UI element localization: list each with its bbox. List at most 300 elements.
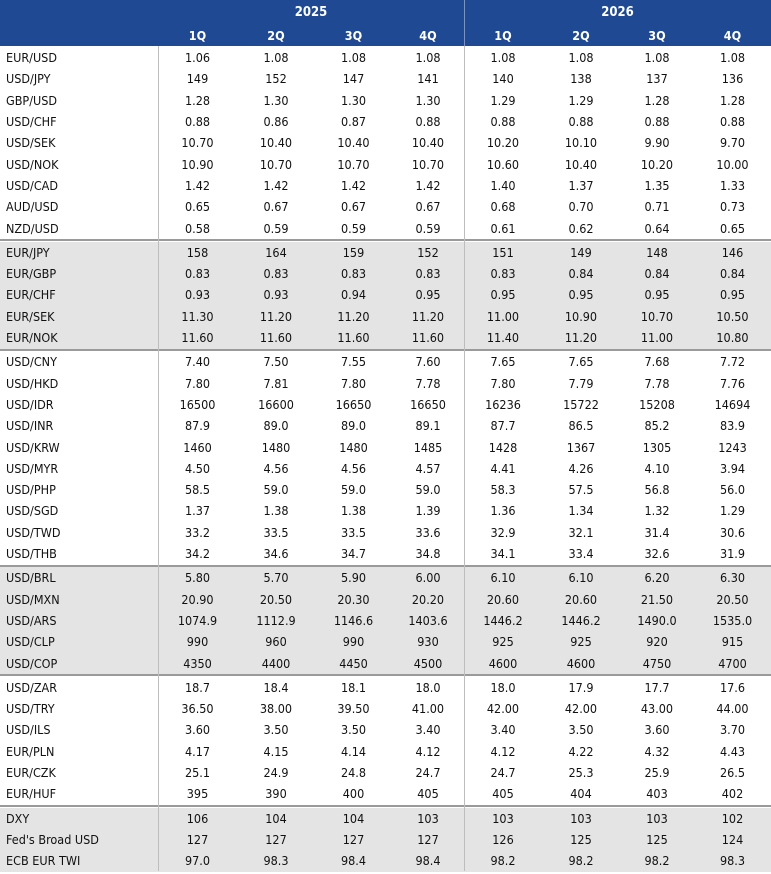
value-cell: 3.70 — [719, 722, 746, 738]
value-cell: 1.36 — [490, 503, 516, 519]
value-cell: 402 — [721, 786, 744, 802]
value-cell: 11.20 — [337, 308, 370, 324]
value-cell: 4.12 — [415, 743, 441, 759]
value-cell: 0.61 — [490, 220, 516, 236]
value-cell: 34.6 — [263, 546, 289, 562]
value-cell: 0.59 — [415, 220, 441, 236]
value-cell: 42.00 — [486, 701, 520, 717]
value-cell: 20.60 — [564, 591, 598, 607]
value-cell: 1.28 — [719, 92, 746, 108]
value-cell: 138 — [570, 71, 592, 87]
value-cell: 7.55 — [340, 354, 367, 370]
value-cell: 56.8 — [644, 482, 670, 498]
value-cell: 58.5 — [184, 482, 211, 498]
value-cell: 10.40 — [259, 135, 293, 151]
value-cell: 38.00 — [259, 701, 293, 717]
row-label: USD/SEK — [6, 135, 56, 151]
value-cell: 10.20 — [486, 135, 520, 151]
value-cell: 0.94 — [340, 287, 367, 303]
value-cell: 0.65 — [719, 220, 746, 236]
value-cell: 86.5 — [568, 418, 594, 434]
value-cell: 0.95 — [719, 287, 746, 303]
value-cell: 98.2 — [568, 853, 594, 869]
value-cell: 0.88 — [415, 114, 441, 130]
value-cell: 24.7 — [490, 765, 516, 781]
value-cell: 10.90 — [564, 308, 598, 324]
value-cell: 106 — [186, 810, 209, 826]
value-cell: 17.9 — [568, 679, 594, 695]
value-cell: 0.68 — [490, 199, 516, 215]
value-cell: 1.42 — [340, 177, 367, 193]
value-cell: 3.94 — [719, 460, 746, 476]
quarter-header-4: 4Q — [392, 24, 464, 46]
value-cell: 137 — [646, 71, 668, 87]
value-cell: 9.70 — [719, 135, 746, 151]
value-cell: 25.3 — [568, 765, 594, 781]
value-cell: 31.4 — [644, 524, 670, 540]
row-label: DXY — [6, 810, 30, 826]
value-cell: 0.88 — [568, 114, 594, 130]
year-divider — [464, 0, 465, 46]
value-cell: 10.40 — [411, 135, 445, 151]
value-cell: 0.73 — [719, 199, 746, 215]
value-cell: 6.10 — [568, 570, 594, 586]
value-cell: 0.95 — [644, 287, 670, 303]
value-cell: 7.65 — [568, 354, 594, 370]
value-cell: 10.70 — [181, 135, 214, 151]
row-label: USD/TWD — [6, 524, 61, 540]
value-cell: 148 — [646, 244, 668, 260]
value-cell: 104 — [342, 810, 365, 826]
value-cell: 1146.6 — [333, 612, 374, 628]
value-cell: 10.10 — [564, 135, 598, 151]
value-cell: 34.8 — [415, 546, 441, 562]
value-cell: 126 — [492, 831, 514, 847]
value-cell: 930 — [417, 634, 439, 650]
value-cell: 0.83 — [340, 266, 367, 282]
value-cell: 164 — [265, 244, 287, 260]
value-cell: 42.00 — [564, 701, 598, 717]
value-cell: 16650 — [410, 396, 446, 412]
value-cell: 158 — [186, 244, 209, 260]
value-cell: 98.3 — [719, 853, 746, 869]
value-cell: 33.2 — [184, 524, 211, 540]
value-cell: 4600 — [566, 655, 596, 671]
value-cell: 1480 — [339, 439, 368, 455]
value-cell: 1.08 — [340, 50, 367, 66]
value-cell: 59.0 — [415, 482, 441, 498]
value-cell: 7.72 — [719, 354, 746, 370]
value-cell: 390 — [265, 786, 287, 802]
value-cell: 103 — [570, 810, 592, 826]
value-cell: 4.41 — [490, 460, 516, 476]
value-cell: 4.26 — [568, 460, 594, 476]
quarter-header-5: 1Q — [464, 24, 542, 46]
row-label: USD/PHP — [6, 482, 56, 498]
value-cell: 5.90 — [340, 570, 367, 586]
value-cell: 1.28 — [644, 92, 670, 108]
value-cell: 16650 — [335, 396, 372, 412]
value-cell: 1.42 — [184, 177, 211, 193]
value-cell: 103 — [417, 810, 439, 826]
value-cell: 149 — [186, 71, 209, 87]
value-cell: 405 — [417, 786, 439, 802]
value-cell: 4.15 — [263, 743, 289, 759]
row-label: USD/ARS — [6, 612, 57, 628]
row-label: USD/NOK — [6, 156, 59, 172]
value-cell: 98.2 — [644, 853, 670, 869]
value-cell: 9.90 — [644, 135, 670, 151]
value-cell: 58.3 — [490, 482, 516, 498]
value-cell: 7.81 — [263, 375, 289, 391]
row-label: EUR/GBP — [6, 266, 57, 282]
value-cell: 7.76 — [719, 375, 746, 391]
value-cell: 103 — [492, 810, 514, 826]
value-cell: 10.60 — [486, 156, 520, 172]
value-cell: 24.8 — [340, 765, 367, 781]
value-cell: 41.00 — [411, 701, 445, 717]
value-cell: 20.50 — [259, 591, 293, 607]
value-cell: 403 — [646, 786, 668, 802]
value-cell: 44.00 — [716, 701, 749, 717]
value-cell: 6.20 — [644, 570, 670, 586]
value-cell: 33.6 — [415, 524, 441, 540]
value-cell: 6.00 — [415, 570, 441, 586]
value-cell: 11.60 — [181, 330, 214, 346]
value-cell: 10.70 — [337, 156, 370, 172]
quarter-header-8: 4Q — [694, 24, 771, 46]
value-cell: 925 — [492, 634, 514, 650]
value-cell: 0.93 — [263, 287, 289, 303]
value-cell: 18.0 — [490, 679, 516, 695]
value-cell: 395 — [186, 786, 209, 802]
row-label: USD/CLP — [6, 634, 55, 650]
row-label: EUR/NOK — [6, 330, 58, 346]
value-cell: 21.50 — [640, 591, 674, 607]
value-cell: 3.50 — [568, 722, 594, 738]
value-cell: 10.40 — [337, 135, 370, 151]
value-cell: 1446.2 — [483, 612, 523, 628]
value-cell: 920 — [646, 634, 668, 650]
value-cell: 1.08 — [568, 50, 594, 66]
value-cell: 20.60 — [486, 591, 520, 607]
value-cell: 1.38 — [263, 503, 289, 519]
value-cell: 33.4 — [568, 546, 594, 562]
row-label: EUR/CZK — [6, 765, 56, 781]
value-cell: 1.30 — [415, 92, 441, 108]
row-label: USD/MXN — [6, 591, 60, 607]
value-cell: 1403.6 — [408, 612, 448, 628]
value-cell: 4750 — [642, 655, 672, 671]
value-cell: 0.65 — [184, 199, 211, 215]
value-cell: 127 — [417, 831, 439, 847]
value-cell: 1.40 — [490, 177, 516, 193]
value-cell: 103 — [646, 810, 668, 826]
value-cell: 0.88 — [644, 114, 670, 130]
value-cell: 1490.0 — [637, 612, 677, 628]
value-cell: 1.33 — [719, 177, 746, 193]
value-cell: 125 — [570, 831, 592, 847]
value-cell: 136 — [721, 71, 744, 87]
value-cell: 1.30 — [340, 92, 367, 108]
value-cell: 1485 — [413, 439, 443, 455]
value-cell: 57.5 — [568, 482, 594, 498]
value-cell: 5.70 — [263, 570, 289, 586]
value-cell: 0.83 — [263, 266, 289, 282]
value-cell: 915 — [721, 634, 744, 650]
value-cell: 20.30 — [337, 591, 370, 607]
value-cell: 0.70 — [568, 199, 594, 215]
value-cell: 7.80 — [184, 375, 211, 391]
value-cell: 11.20 — [259, 308, 293, 324]
row-label: GBP/USD — [6, 92, 58, 108]
value-cell: 32.6 — [644, 546, 670, 562]
value-cell: 4.43 — [719, 743, 746, 759]
value-cell: 59.0 — [263, 482, 289, 498]
value-cell: 1.39 — [415, 503, 441, 519]
value-cell: 24.9 — [263, 765, 289, 781]
value-cell: 7.78 — [644, 375, 670, 391]
value-cell: 25.9 — [644, 765, 670, 781]
value-cell: 15208 — [639, 396, 675, 412]
row-label: USD/JPY — [6, 71, 51, 87]
value-cell: 0.87 — [340, 114, 367, 130]
value-cell: 10.70 — [259, 156, 293, 172]
value-cell: 4450 — [339, 655, 368, 671]
value-cell: 11.00 — [640, 330, 674, 346]
value-cell: 4.12 — [490, 743, 516, 759]
value-cell: 87.7 — [490, 418, 516, 434]
value-cell: 4.50 — [184, 460, 211, 476]
value-cell: 7.65 — [490, 354, 516, 370]
value-cell: 0.93 — [184, 287, 211, 303]
row-label: NZD/USD — [6, 220, 59, 236]
value-cell: 20.20 — [411, 591, 445, 607]
value-cell: 0.67 — [263, 199, 289, 215]
value-cell: 124 — [721, 831, 744, 847]
value-cell: 960 — [265, 634, 287, 650]
value-cell: 0.95 — [568, 287, 594, 303]
row-label: USD/INR — [6, 418, 54, 434]
value-cell: 1.08 — [719, 50, 746, 66]
value-cell: 11.40 — [486, 330, 520, 346]
value-cell: 89.0 — [340, 418, 367, 434]
row-label: USD/BRL — [6, 570, 56, 586]
value-cell: 18.0 — [415, 679, 441, 695]
value-cell: 98.3 — [263, 853, 289, 869]
row-label: USD/CNY — [6, 354, 57, 370]
value-cell: 18.7 — [184, 679, 211, 695]
value-cell: 34.1 — [490, 546, 516, 562]
value-cell: 4400 — [261, 655, 291, 671]
value-cell: 7.68 — [644, 354, 670, 370]
value-cell: 1305 — [642, 439, 672, 455]
value-cell: 990 — [186, 634, 209, 650]
value-cell: 1.08 — [263, 50, 289, 66]
value-cell: 6.10 — [490, 570, 516, 586]
value-cell: 10.70 — [640, 308, 674, 324]
value-cell: 0.84 — [568, 266, 594, 282]
value-cell: 18.1 — [340, 679, 367, 695]
value-cell: 0.88 — [719, 114, 746, 130]
value-cell: 6.30 — [719, 570, 746, 586]
row-label: EUR/JPY — [6, 244, 50, 260]
value-cell: 11.20 — [411, 308, 445, 324]
value-cell: 3.50 — [340, 722, 367, 738]
value-cell: 10.20 — [640, 156, 674, 172]
value-cell: 1.35 — [644, 177, 670, 193]
value-cell: 4.56 — [340, 460, 367, 476]
row-label: USD/KRW — [6, 439, 60, 455]
year-header-2026: 2026 — [464, 0, 771, 24]
value-cell: 7.60 — [415, 354, 441, 370]
value-cell: 149 — [570, 244, 592, 260]
value-cell: 1.34 — [568, 503, 594, 519]
row-label: USD/CHF — [6, 114, 57, 130]
value-cell: 16236 — [485, 396, 521, 412]
value-cell: 0.83 — [490, 266, 516, 282]
value-cell: 1.08 — [490, 50, 516, 66]
value-cell: 7.79 — [568, 375, 594, 391]
value-cell: 98.4 — [415, 853, 441, 869]
value-cell: 102 — [721, 810, 744, 826]
value-cell: 1.42 — [263, 177, 289, 193]
quarter-header-7: 3Q — [620, 24, 694, 46]
value-cell: 4700 — [718, 655, 747, 671]
value-cell: 16600 — [258, 396, 294, 412]
value-cell: 4350 — [183, 655, 212, 671]
value-cell: 17.6 — [719, 679, 746, 695]
value-cell: 0.83 — [415, 266, 441, 282]
row-label: USD/COP — [6, 655, 58, 671]
row-label: USD/MYR — [6, 460, 59, 476]
value-cell: 4.32 — [644, 743, 670, 759]
value-cell: 3.50 — [263, 722, 289, 738]
value-cell: 5.80 — [184, 570, 211, 586]
value-cell: 11.60 — [411, 330, 445, 346]
row-label: AUD/USD — [6, 199, 59, 215]
value-cell: 20.50 — [716, 591, 749, 607]
value-cell: 4.14 — [340, 743, 367, 759]
value-cell: 25.1 — [184, 765, 211, 781]
value-cell: 152 — [417, 244, 439, 260]
value-cell: 1074.9 — [177, 612, 218, 628]
value-cell: 33.5 — [340, 524, 367, 540]
value-cell: 34.2 — [184, 546, 211, 562]
value-cell: 1243 — [718, 439, 747, 455]
value-cell: 98.4 — [340, 853, 367, 869]
value-cell: 1535.0 — [712, 612, 753, 628]
value-cell: 0.88 — [490, 114, 516, 130]
value-cell: 0.95 — [415, 287, 441, 303]
value-cell: 7.78 — [415, 375, 441, 391]
value-cell: 152 — [265, 71, 287, 87]
value-cell: 1.28 — [184, 92, 211, 108]
value-cell: 11.00 — [486, 308, 520, 324]
value-cell: 89.1 — [415, 418, 441, 434]
value-cell: 1428 — [488, 439, 518, 455]
value-cell: 18.4 — [263, 679, 289, 695]
row-label: USD/THB — [6, 546, 57, 562]
value-cell: 59.0 — [340, 482, 367, 498]
value-cell: 1480 — [261, 439, 291, 455]
value-cell: 0.67 — [340, 199, 367, 215]
value-cell: 146 — [721, 244, 744, 260]
row-label: USD/HKD — [6, 375, 59, 391]
row-label: USD/ILS — [6, 722, 51, 738]
value-cell: 4.10 — [644, 460, 670, 476]
value-cell: 56.0 — [719, 482, 746, 498]
value-cell: 1.29 — [719, 503, 746, 519]
value-cell: 1.37 — [568, 177, 594, 193]
value-cell: 405 — [492, 786, 514, 802]
row-label: ECB EUR TWI — [6, 853, 81, 869]
value-cell: 11.60 — [259, 330, 293, 346]
value-cell: 1.38 — [340, 503, 367, 519]
value-cell: 1.37 — [184, 503, 211, 519]
value-cell: 3.60 — [644, 722, 670, 738]
value-cell: 10.40 — [564, 156, 598, 172]
value-cell: 1.42 — [415, 177, 441, 193]
value-cell: 26.5 — [719, 765, 746, 781]
value-cell: 10.50 — [716, 308, 749, 324]
value-cell: 4600 — [488, 655, 518, 671]
value-cell: 7.50 — [263, 354, 289, 370]
row-label: USD/SGD — [6, 503, 59, 519]
value-cell: 24.7 — [415, 765, 441, 781]
value-cell: 3.60 — [184, 722, 211, 738]
value-cell: 1.29 — [490, 92, 516, 108]
value-cell: 0.83 — [184, 266, 211, 282]
value-cell: 87.9 — [184, 418, 211, 434]
value-cell: 1.29 — [568, 92, 594, 108]
value-cell: 11.30 — [181, 308, 214, 324]
value-cell: 127 — [342, 831, 365, 847]
value-cell: 1.08 — [415, 50, 441, 66]
value-cell: 10.00 — [716, 156, 749, 172]
value-cell: 0.84 — [644, 266, 670, 282]
row-label: USD/CAD — [6, 177, 59, 193]
value-cell: 0.88 — [184, 114, 211, 130]
quarter-header-2: 2Q — [237, 24, 315, 46]
row-label: EUR/CHF — [6, 287, 56, 303]
value-cell: 0.64 — [644, 220, 670, 236]
value-cell: 127 — [186, 831, 209, 847]
value-cell: 39.50 — [337, 701, 370, 717]
value-cell: 404 — [570, 786, 592, 802]
value-cell: 4.56 — [263, 460, 289, 476]
value-cell: 0.58 — [184, 220, 211, 236]
value-cell: 990 — [342, 634, 365, 650]
value-cell: 151 — [492, 244, 514, 260]
value-cell: 125 — [646, 831, 668, 847]
value-cell: 10.70 — [411, 156, 445, 172]
value-cell: 0.67 — [415, 199, 441, 215]
value-cell: 7.80 — [490, 375, 516, 391]
value-cell: 14694 — [714, 396, 751, 412]
value-cell: 98.2 — [490, 853, 516, 869]
value-cell: 0.95 — [490, 287, 516, 303]
value-cell: 0.86 — [263, 114, 289, 130]
value-cell: 17.7 — [644, 679, 670, 695]
value-cell: 1.30 — [263, 92, 289, 108]
value-cell: 89.0 — [263, 418, 289, 434]
value-cell: 159 — [342, 244, 365, 260]
value-cell: 32.9 — [490, 524, 516, 540]
value-cell: 141 — [417, 71, 439, 87]
row-label: EUR/SEK — [6, 308, 55, 324]
value-cell: 1.08 — [644, 50, 670, 66]
